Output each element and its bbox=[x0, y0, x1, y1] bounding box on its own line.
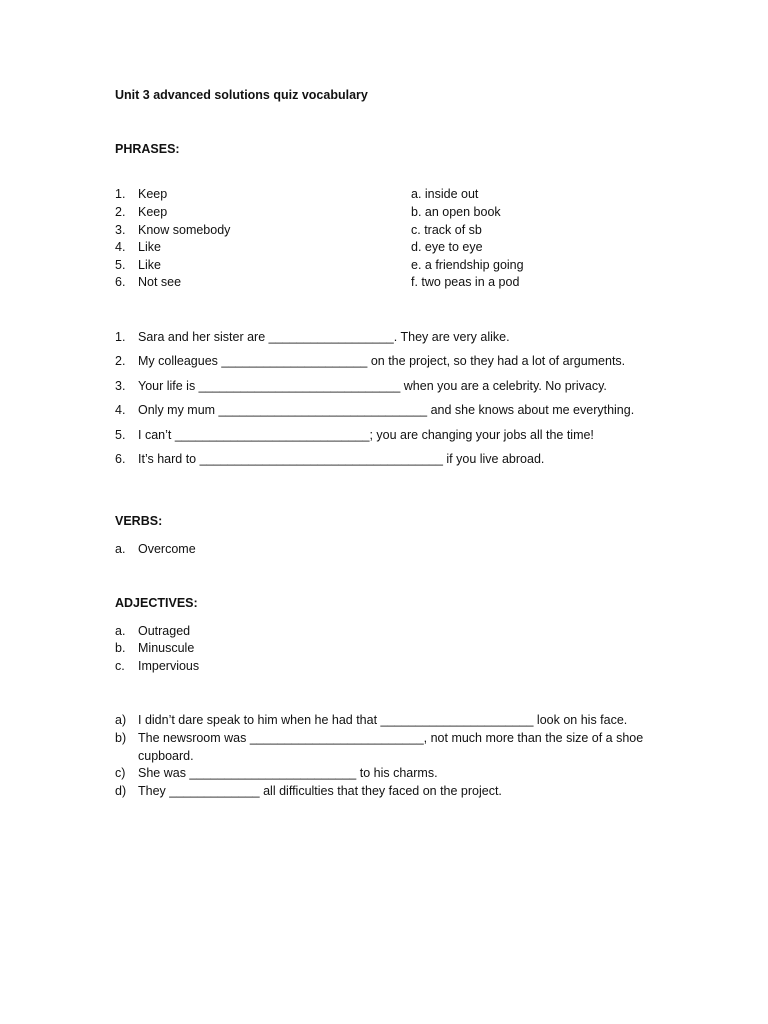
list-item: Like bbox=[138, 240, 161, 254]
sentence-item: Sara and her sister are __________________. They are very alike. bbox=[138, 330, 510, 344]
list-item: Keep bbox=[138, 205, 168, 219]
sentence-item: It’s hard to ___________________________________ if you live abroad. bbox=[138, 452, 545, 466]
list-number: c. bbox=[115, 659, 125, 673]
list-number: b. bbox=[115, 641, 126, 655]
sentence-item: I didn’t dare speak to him when he had that ______________________ look on his face. bbox=[138, 713, 628, 727]
list-number: 5. bbox=[115, 428, 126, 442]
list-item: Minuscule bbox=[138, 641, 195, 655]
sentence-item: The newsroom was _________________________, not much more than the size of a shoe bbox=[138, 731, 644, 745]
sentence-item: They _____________ all difficulties that they faced on the project. bbox=[138, 784, 502, 798]
list-number: c) bbox=[115, 766, 126, 780]
list-number: 6. bbox=[115, 275, 126, 289]
page-title: Unit 3 advanced solutions quiz vocabulary bbox=[115, 88, 368, 102]
list-number: 5. bbox=[115, 258, 126, 272]
sentence-item: My colleagues _____________________ on the project, so they had a lot of arguments. bbox=[138, 354, 626, 368]
list-item: Keep bbox=[138, 187, 168, 201]
sentence-item: Your life is _____________________________ when you are a celebrity. No privacy. bbox=[138, 379, 607, 393]
list-number: 2. bbox=[115, 205, 126, 219]
list-item: Like bbox=[138, 258, 161, 272]
list-item: Know somebody bbox=[138, 223, 231, 237]
list-item: a. inside out bbox=[411, 187, 479, 201]
sentence-item: Only my mum ______________________________ and she knows about me everything. bbox=[138, 403, 635, 417]
list-item: Outraged bbox=[138, 624, 191, 638]
list-item: e. a friendship going bbox=[411, 258, 524, 272]
list-number: b) bbox=[115, 731, 127, 745]
list-number: 6. bbox=[115, 452, 126, 466]
list-item: Impervious bbox=[138, 659, 200, 673]
sentence-continuation: cupboard. bbox=[138, 749, 194, 763]
list-number: a. bbox=[115, 624, 126, 638]
list-item: Overcome bbox=[138, 542, 196, 556]
list-number: a. bbox=[115, 542, 126, 556]
list-number: 2. bbox=[115, 354, 126, 368]
list-number: 4. bbox=[115, 403, 126, 417]
list-number: 3. bbox=[115, 379, 126, 393]
list-number: 4. bbox=[115, 240, 126, 254]
list-item: b. an open book bbox=[411, 205, 501, 219]
list-item: Not see bbox=[138, 275, 182, 289]
adjectives-heading: ADJECTIVES: bbox=[115, 596, 198, 610]
sentence-item: I can’t ____________________________; you are changing your jobs all the time! bbox=[138, 428, 594, 442]
list-number: d) bbox=[115, 784, 127, 798]
list-item: c. track of sb bbox=[411, 223, 482, 237]
list-item: f. two peas in a pod bbox=[411, 275, 520, 289]
phrases-heading: PHRASES: bbox=[115, 142, 180, 156]
list-number: a) bbox=[115, 713, 127, 727]
list-number: 1. bbox=[115, 330, 126, 344]
list-item: d. eye to eye bbox=[411, 240, 483, 254]
list-number: 3. bbox=[115, 223, 126, 237]
sentence-item: She was ________________________ to his charms. bbox=[138, 766, 438, 780]
list-number: 1. bbox=[115, 187, 126, 201]
verbs-heading: VERBS: bbox=[115, 514, 163, 528]
